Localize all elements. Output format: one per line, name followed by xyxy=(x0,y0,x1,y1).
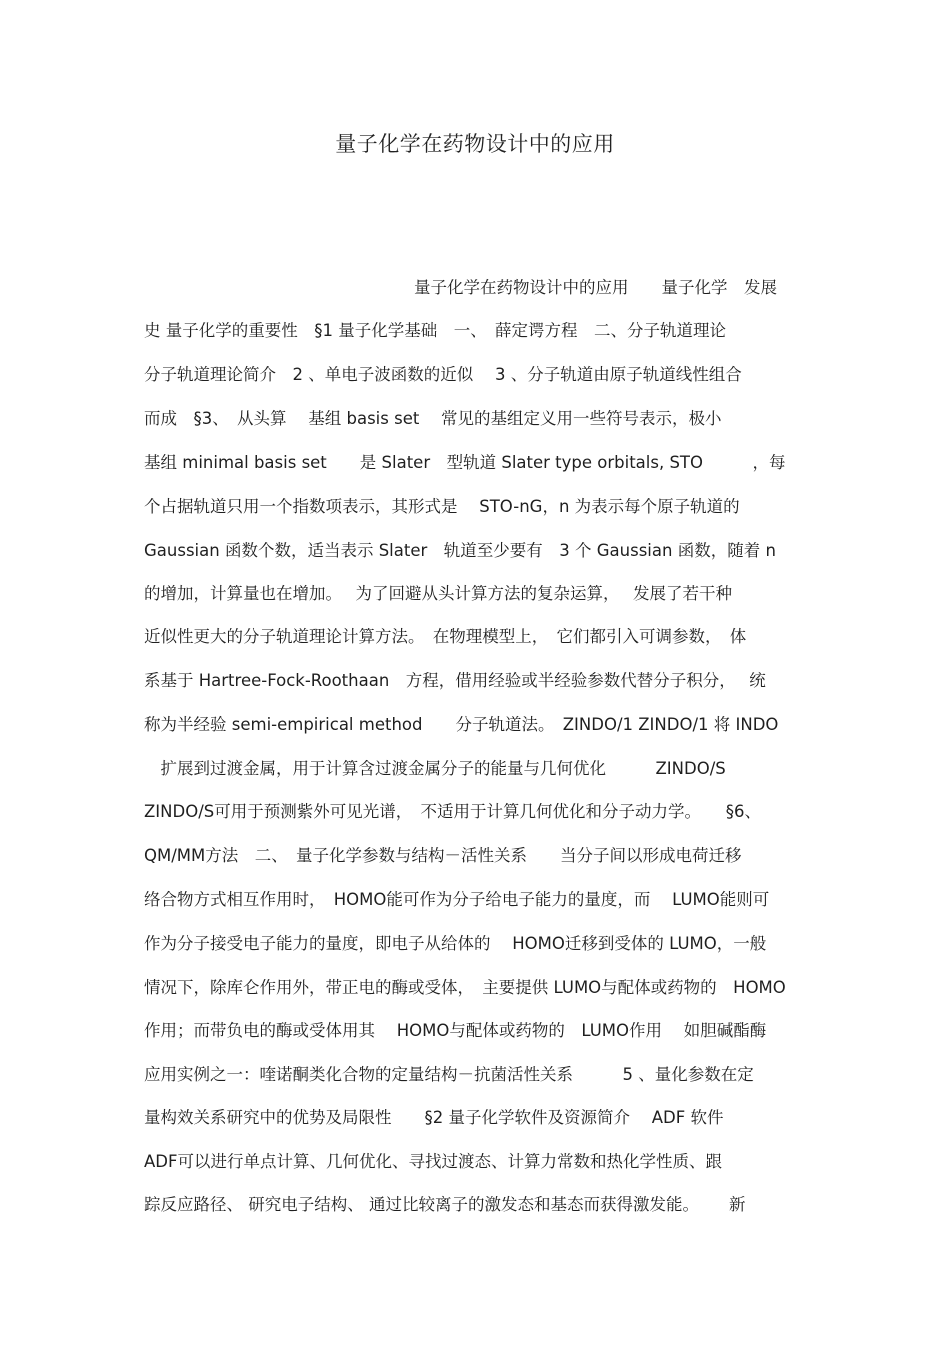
body-line-15: 络合物方式相互作用时， HOMO能可作为分子给电子能力的量度，而 LUMO能则可 xyxy=(144,890,770,909)
body-line-21: ADF可以进行单点计算、几何优化、寻找过渡态、计算力常数和热化学性质、跟 xyxy=(144,1152,722,1171)
body-line-16: 作为分子接受电子能力的量度，即电子从给体的 HOMO迁移到受体的 LUMO，一般 xyxy=(144,934,767,953)
body-line-2: 史 量子化学的重要性 §1 量子化学基础 一、 薛定谔方程 二、分子轨道理论 xyxy=(144,321,726,340)
body-line-1: 量子化学在药物设计中的应用 量子化学 发展 xyxy=(414,278,777,297)
body-line-20: 量构效关系研究中的优势及局限性 §2 量子化学软件及资源简介 ADF 软件 xyxy=(144,1108,724,1127)
body-line-11: 称为半经验 semi-empirical method 分子轨道法。 ZINDO/1 ZINDO/1 将 INDO xyxy=(144,715,779,734)
body-line-5: 基组 minimal basis set 是 Slater 型轨道 Slater type orbitals, STO ，每 xyxy=(144,453,786,472)
body-line-3: 分子轨道理论简介 2 、单电子波函数的近似 3 、分子轨道由原子轨道线性组合 xyxy=(144,365,742,384)
body-line-6: 个占据轨道只用一个指数项表示，其形式是 STO-nG，n 为表示每个原子轨道的 xyxy=(144,497,740,516)
document-title: 量子化学在药物设计中的应用 xyxy=(335,132,615,156)
body-line-12: 扩展到过渡金属，用于计算含过渡金属分子的能量与几何优化 ZINDO/S xyxy=(144,759,726,778)
body-line-9: 近似性更大的分子轨道理论计算方法。 在物理模型上， 它们都引入可调参数， 体 xyxy=(144,627,747,646)
body-line-4: 而成 §3、 从头算 基组 basis set 常见的基组定义用一些符号表示，极小 xyxy=(144,409,722,428)
body-line-14: QM/MM方法 二、 量子化学参数与结构－活性关系 当分子间以形成电荷迁移 xyxy=(144,846,742,865)
body-line-8: 的增加，计算量也在增加。 为了回避从头计算方法的复杂运算， 发展了若干种 xyxy=(144,584,732,603)
body-line-18: 作用；而带负电的酶或受体用其 HOMO与配体或药物的 LUMO作用 如胆碱酯酶 xyxy=(144,1021,767,1040)
body-line-19: 应用实例之一：喹诺酮类化合物的定量结构－抗菌活性关系 5 、量化参数在定 xyxy=(144,1065,754,1084)
body-line-10: 系基于 Hartree-Fock-Roothaan 方程，借用经验或半经验参数代替分子积分， 统 xyxy=(144,671,766,690)
body-line-7: Gaussian 函数个数，适当表示 Slater 轨道至少要有 3 个 Gaussian 函数，随着 n xyxy=(144,541,776,560)
body-line-17: 情况下，除库仑作用外，带正电的酶或受体， 主要提供 LUMO与配体或药物的 HOMO xyxy=(144,978,786,997)
body-line-22: 踪反应路径、 研究电子结构、 通过比较离子的激发态和基态而获得激发能。 新 xyxy=(144,1195,746,1214)
body-line-13: ZINDO/S可用于预测紫外可见光谱， 不适用于计算几何优化和分子动力学。 §6、 xyxy=(144,802,761,821)
